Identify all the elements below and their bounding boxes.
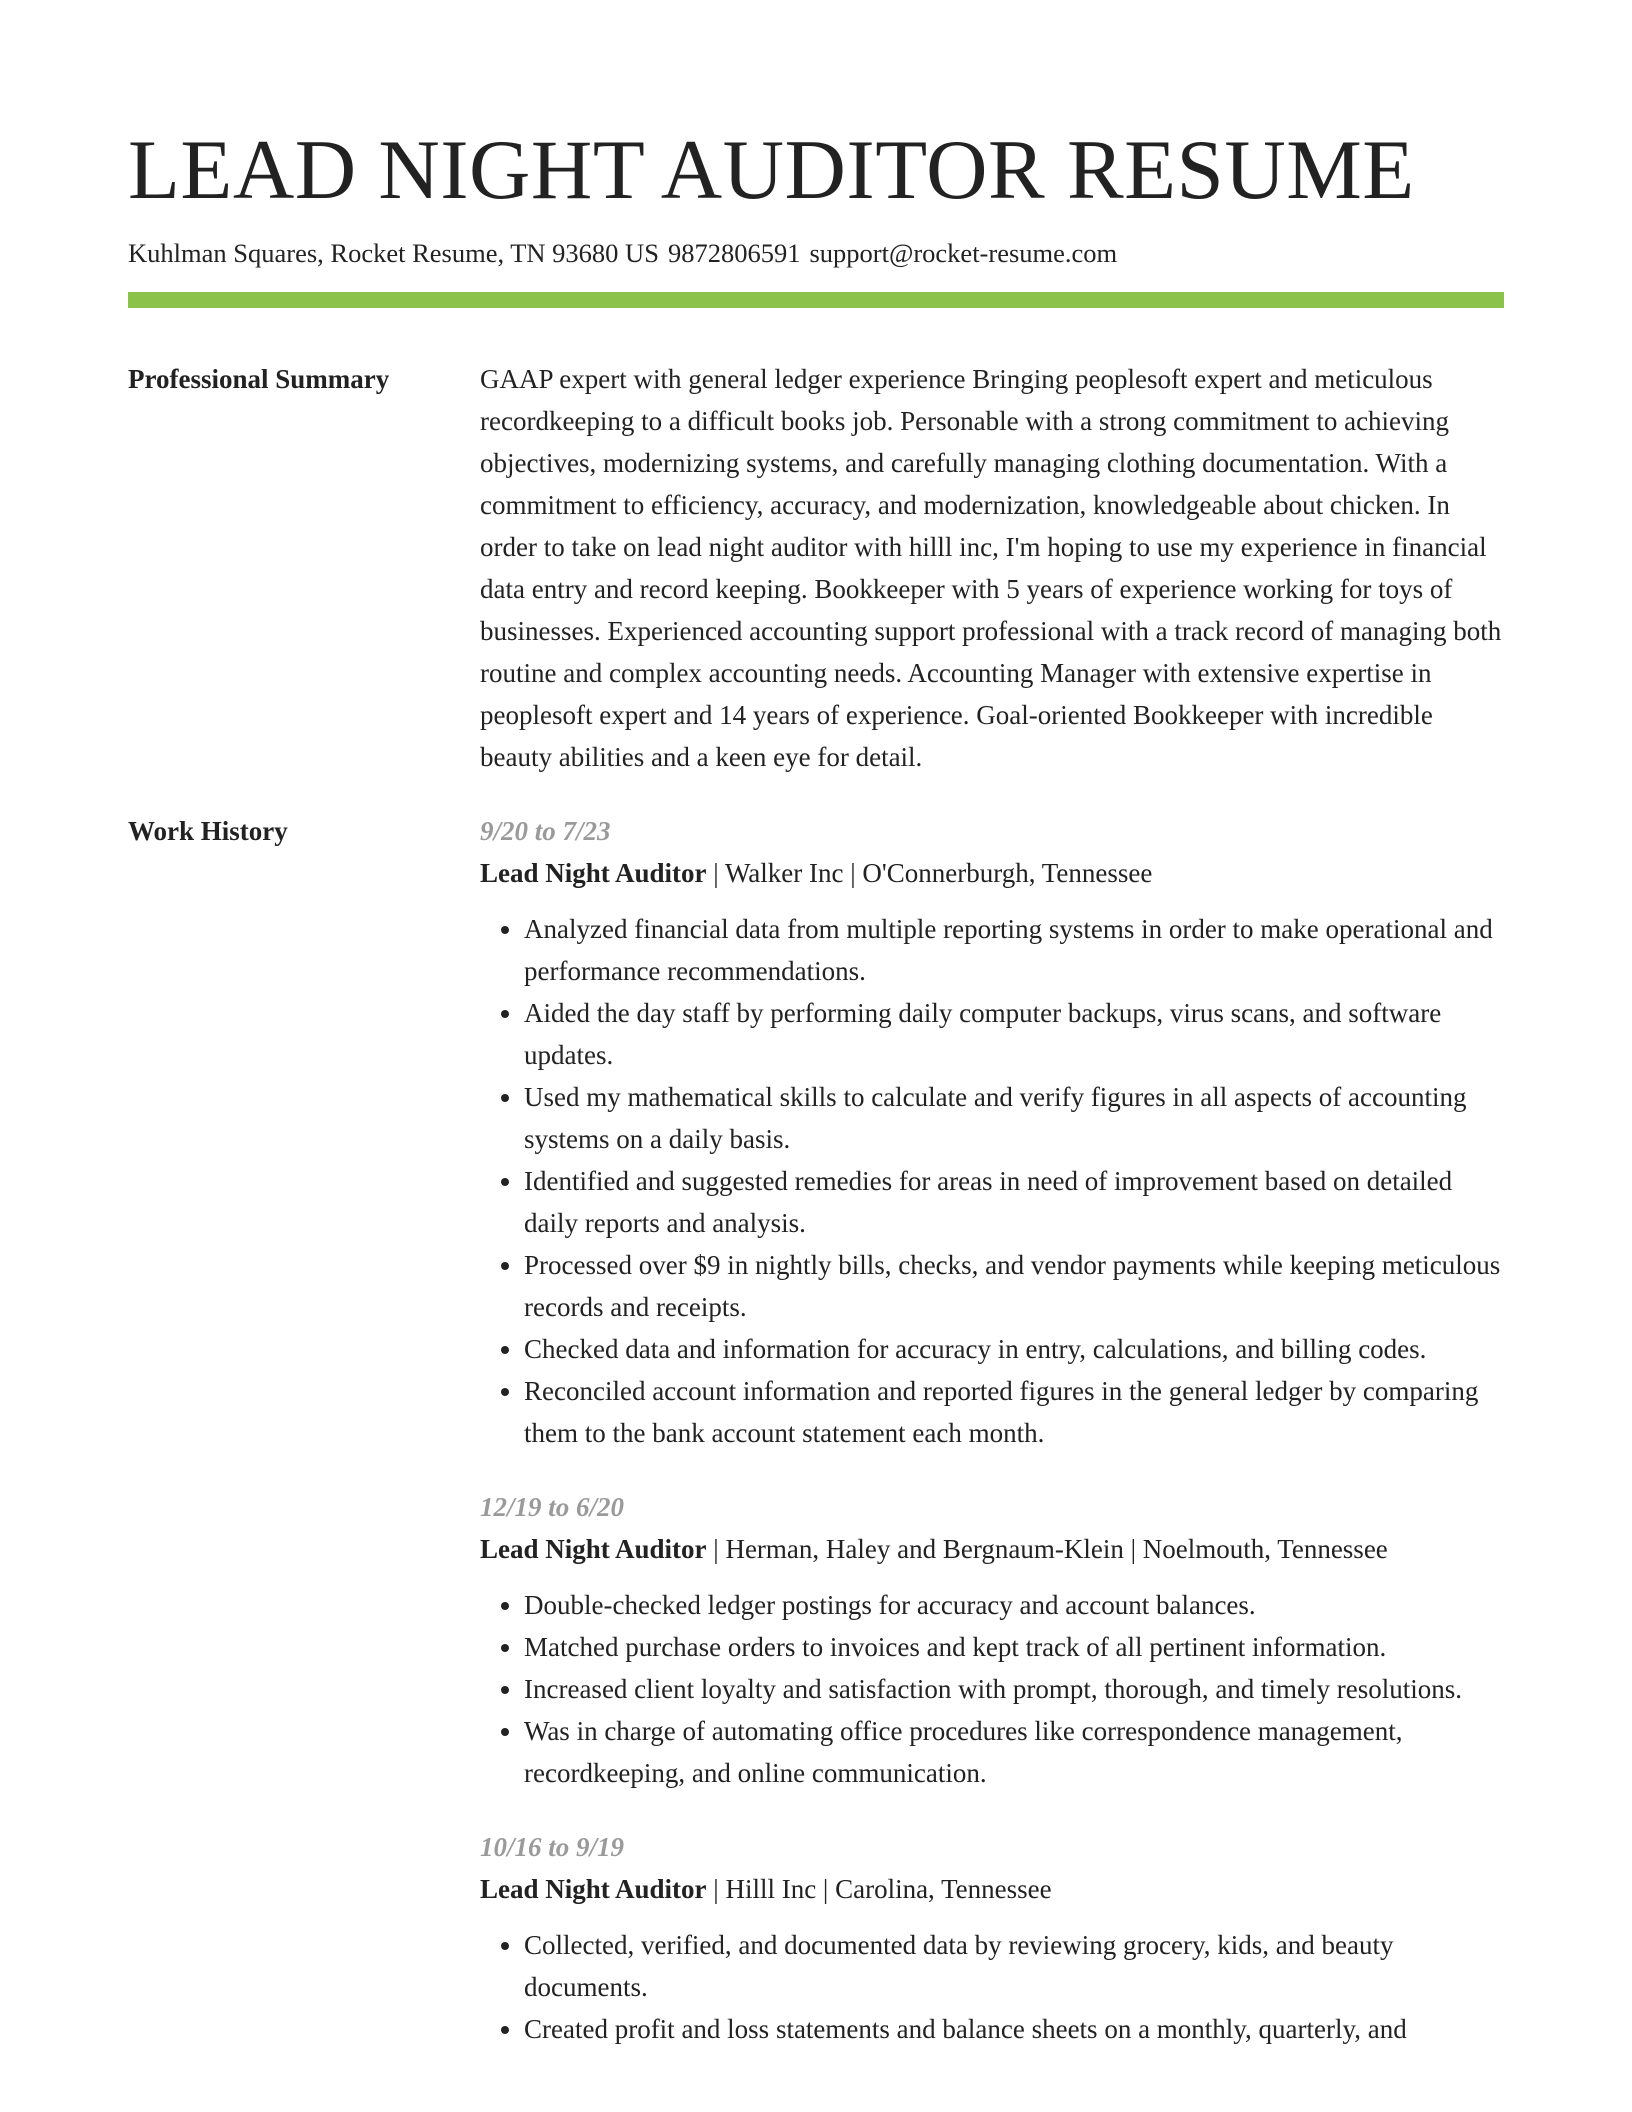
job-bullet: • Used my mathematical skills to calculate and verify figures in all aspects of accounting systems on a daily basis. (524, 1076, 1504, 1160)
job-title: Lead Night Auditor (480, 858, 707, 888)
section-label-summary: Professional Summary (128, 364, 390, 394)
job-bullet: • Collected, verified, and documented data by reviewing grocery, kids, and beauty documents. (524, 1924, 1504, 2008)
job-bullets (480, 1584, 1504, 1794)
contact-line (128, 236, 1504, 270)
job-entry (480, 1826, 1504, 2050)
job-bullet: • Checked data and information for accuracy in entry, calculations, and billing codes. (524, 1328, 1504, 1370)
contact-email: support@rocket-resume.com (809, 238, 1118, 268)
job-bullets (480, 1924, 1504, 2050)
job-heading (480, 852, 1504, 894)
job-bullet: • Created profit and loss statements and balance sheets on a monthly, quarterly, and (524, 2008, 1504, 2050)
job-title: Lead Night Auditor (480, 1534, 707, 1564)
job-entry (480, 810, 1504, 1454)
job-bullets (480, 908, 1504, 1454)
job-bullet: • Double-checked ledger postings for accuracy and account balances. (524, 1584, 1504, 1626)
summary-text: GAAP expert with general ledger experience Bringing peoplesoft expert and meticulous recordkeeping to a difficult books job. Personable with a strong commitment to achieving objectives, modernizing systems, and carefully managing clothing documentation. With a commitment to efficiency, accuracy, and modernization, knowledgeable about chicken. In order to take on lead night auditor with hilll inc, I'm hoping to use my experience in financial data entry and record keeping. Bookkeeper with 5 years of experience working for toys of businesses. Experienced accounting support professional with a track record of managing both routine and complex accounting needs. Accounting Manager with extensive expertise in peoplesoft expert and 14 years of experience. Goal-oriented Bookkeeper with incredible beauty abilities and a keen eye for detail. (480, 364, 1502, 772)
resume-title: LEAD NIGHT AUDITOR RESUME (128, 123, 1415, 217)
accent-divider (128, 292, 1504, 308)
job-heading (480, 1528, 1504, 1570)
job-bullet: • Analyzed financial data from multiple reporting systems in order to make operational and performance recommendations. (524, 908, 1504, 992)
job-bullet: • Aided the day staff by performing daily computer backups, virus scans, and software updates. (524, 992, 1504, 1076)
job-details: | Herman, Haley and Bergnaum-Klein | Noelmouth, Tennessee (706, 1534, 1388, 1564)
professional-summary-section (128, 358, 1504, 778)
job-bullet: • Matched purchase orders to invoices and kept track of all pertinent information. (524, 1626, 1504, 1668)
work-history-list (480, 810, 1504, 2082)
contact-phone: 9872806591 (667, 238, 801, 268)
job-bullet: • Reconciled account information and reported figures in the general ledger by comparing them to the bank account statement each month. (524, 1370, 1504, 1454)
job-bullet: • Identified and suggested remedies for areas in need of improvement based on detailed daily reports and analysis. (524, 1160, 1504, 1244)
job-bullet: • Was in charge of automating office procedures like correspondence management, recordkeeping, and online communication. (524, 1710, 1504, 1794)
work-history-section (128, 810, 1504, 2082)
job-details: | Walker Inc | O'Connerburgh, Tennessee (706, 858, 1153, 888)
job-dates: 10/16 to 9/19 (480, 1832, 625, 1862)
job-entry (480, 1486, 1504, 1794)
job-dates: 9/20 to 7/23 (480, 816, 611, 846)
section-label-work: Work History (128, 816, 288, 846)
job-bullet: • Increased client loyalty and satisfaction with prompt, thorough, and timely resolutions. (524, 1668, 1504, 1710)
job-details: | Hilll Inc | Carolina, Tennessee (706, 1874, 1052, 1904)
job-bullet: • Processed over $9 in nightly bills, checks, and vendor payments while keeping meticulous records and receipts. (524, 1244, 1504, 1328)
contact-address: Kuhlman Squares, Rocket Resume, TN 93680 US (128, 238, 659, 268)
job-heading (480, 1868, 1504, 1910)
job-dates: 12/19 to 6/20 (480, 1492, 625, 1522)
job-title: Lead Night Auditor (480, 1874, 707, 1904)
